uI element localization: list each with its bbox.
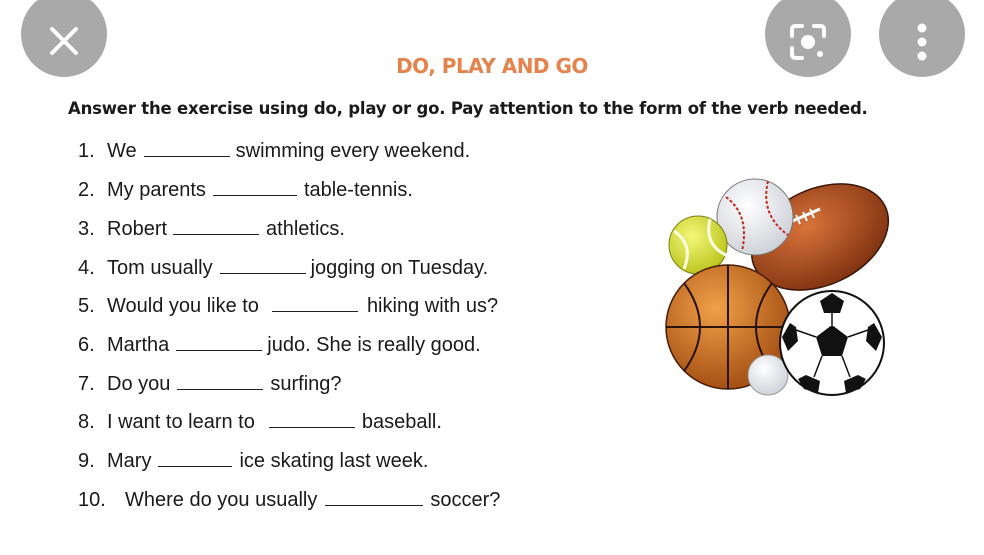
exercise-item [78, 140, 470, 163]
item-text-before: Do you [107, 373, 171, 395]
worksheet-title: DO, PLAY AND GO [396, 54, 588, 78]
item-text-after: table-tennis. [303, 179, 413, 201]
item-number: 7. [78, 373, 95, 395]
item-number: 3. [78, 218, 95, 240]
baseball-icon [717, 179, 793, 255]
answer-blank[interactable] [272, 295, 358, 312]
answer-blank[interactable] [176, 334, 262, 351]
item-text-before: Where do you usually [125, 489, 318, 511]
item-text-before: Martha [107, 334, 170, 356]
item-text-after: soccer? [430, 489, 501, 511]
item-number: 9. [78, 450, 95, 472]
exercise-item [78, 179, 413, 202]
item-number: 4. [78, 257, 95, 279]
answer-blank[interactable] [220, 257, 306, 274]
item-number: 1. [78, 140, 95, 162]
item-text-before: I want to learn to [107, 411, 255, 433]
exercise-item [78, 411, 442, 434]
item-text-after: athletics. [266, 218, 345, 240]
item-text-after: surfing? [270, 373, 342, 395]
exercise-item [78, 218, 345, 241]
answer-blank[interactable] [325, 489, 423, 506]
item-text-before: Mary [107, 450, 152, 472]
instructions: Answer the exercise using do, play or go. Pay attention to the form of the verb needed. [68, 99, 868, 118]
item-text-after: baseball. [361, 411, 442, 433]
item-text-before: Robert [107, 218, 168, 240]
exercise-item [78, 257, 488, 280]
exercise-item [78, 489, 500, 512]
item-text-after: hiking with us? [366, 295, 499, 317]
item-text-after: swimming every weekend. [235, 140, 471, 162]
item-number: 5. [78, 295, 95, 317]
answer-blank[interactable] [173, 218, 259, 235]
item-number: 2. [78, 179, 95, 201]
answer-blank[interactable] [213, 179, 297, 196]
sports-balls-illustration [660, 175, 890, 405]
golf-ball-icon [748, 355, 788, 395]
item-text-before: Would you like to [107, 295, 259, 317]
answer-blank[interactable] [269, 411, 355, 428]
item-text-after: ice skating last week. [239, 450, 429, 472]
answer-blank[interactable] [144, 140, 230, 157]
item-text-after: jogging on Tuesday. [310, 257, 489, 279]
item-text-before: My parents [107, 179, 206, 201]
answer-blank[interactable] [158, 450, 232, 467]
item-text-before: Tom usually [107, 257, 213, 279]
item-number: 8. [78, 411, 95, 433]
answer-blank[interactable] [177, 373, 263, 390]
item-number: 6. [78, 334, 95, 356]
item-number: 10. [78, 489, 106, 511]
exercise-item [78, 450, 428, 473]
item-text-after: judo. She is really good. [267, 334, 481, 356]
exercise-item [78, 373, 342, 396]
item-text-before: We [107, 140, 137, 162]
soccer-ball-icon [780, 291, 884, 395]
exercise-item [78, 295, 498, 318]
exercise-item [78, 334, 481, 357]
